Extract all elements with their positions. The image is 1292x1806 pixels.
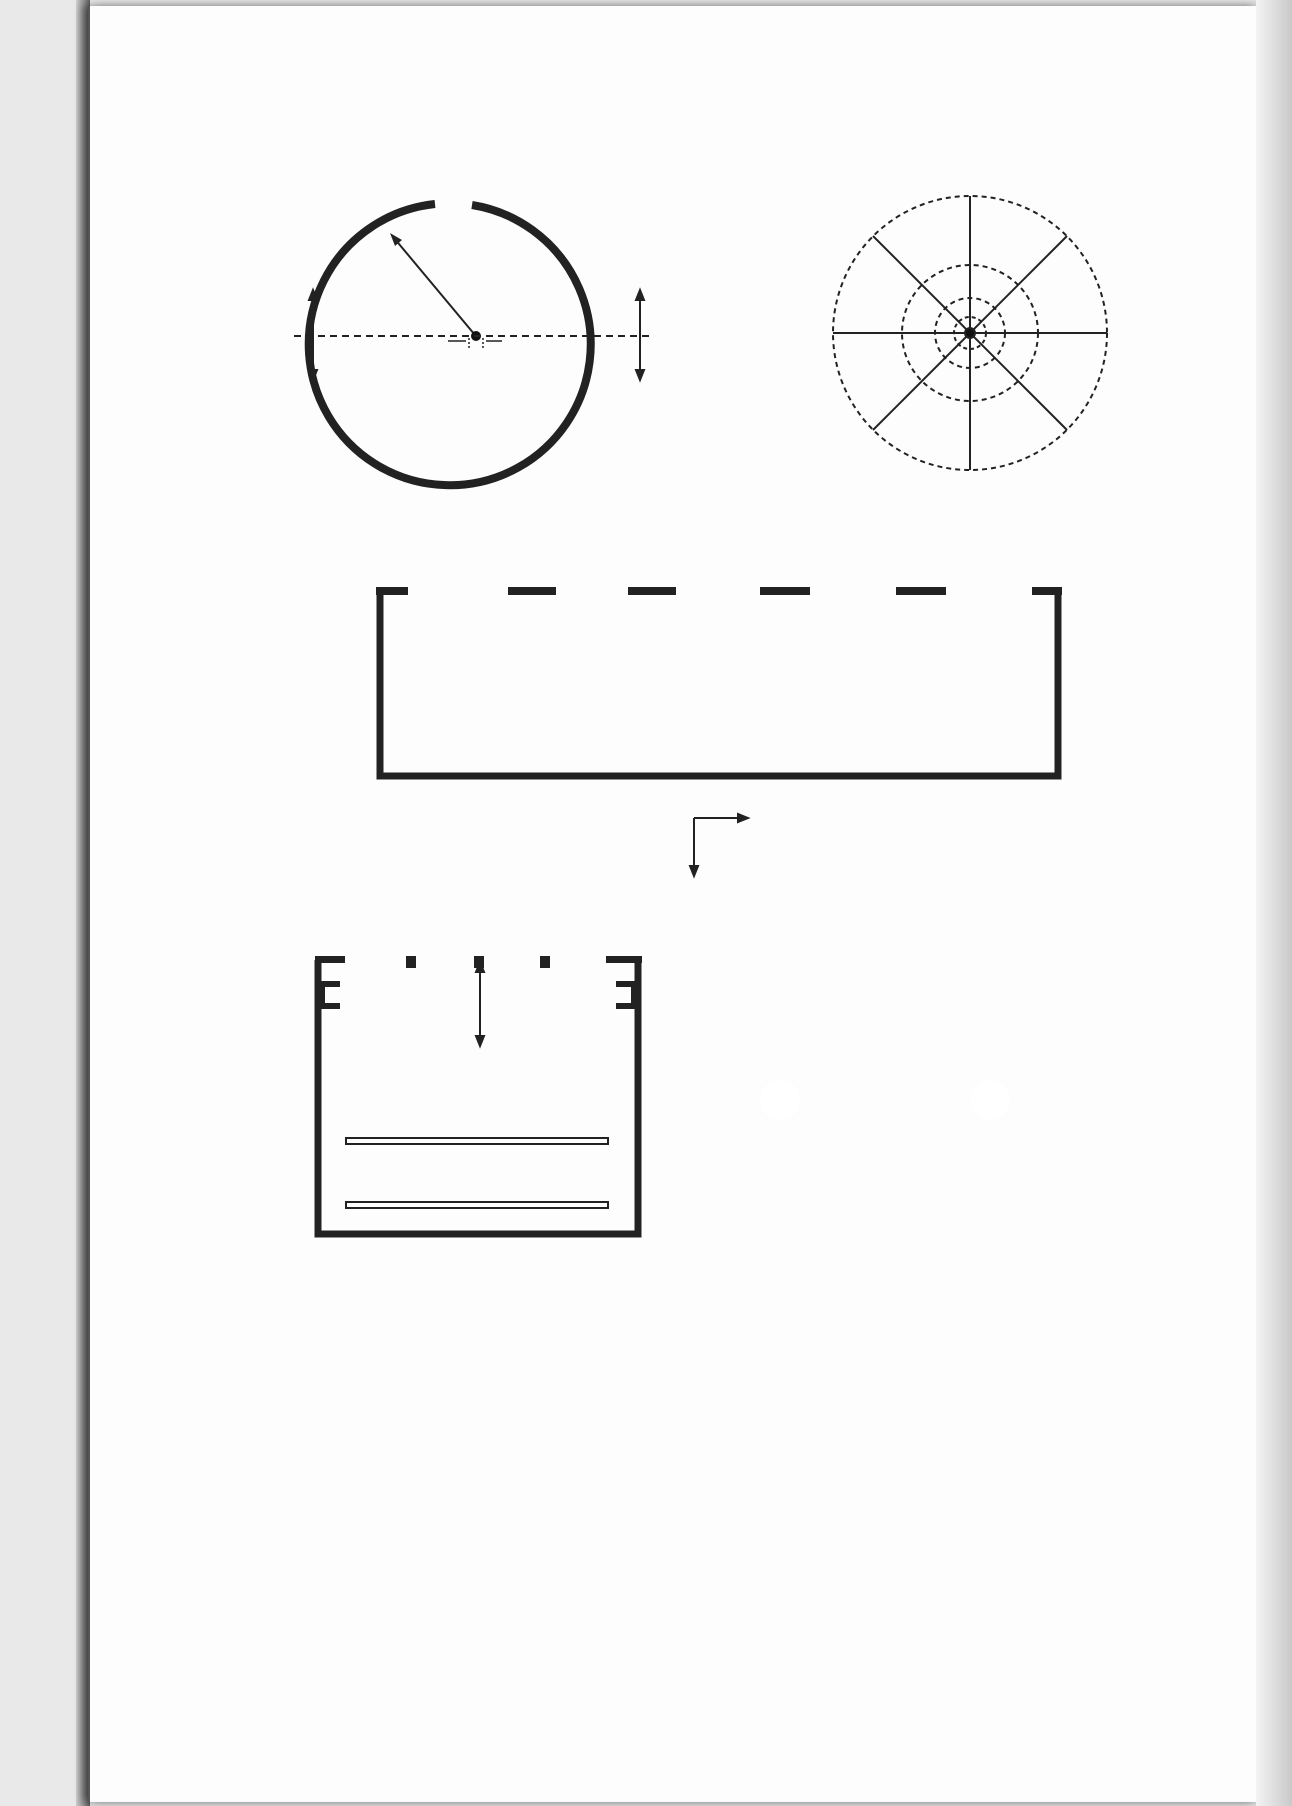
panel-b bbox=[376, 587, 1062, 876]
drift-electrodes bbox=[322, 984, 634, 1006]
panel-c bbox=[315, 956, 642, 1234]
counter-body bbox=[380, 592, 1058, 776]
anode-left bbox=[760, 1080, 800, 1120]
field-anode bbox=[965, 328, 975, 338]
panel-a-field-map bbox=[833, 196, 1107, 470]
axes bbox=[690, 814, 748, 876]
drift-distance bbox=[476, 962, 484, 1046]
radius-line bbox=[394, 238, 475, 335]
window-supports bbox=[376, 587, 1062, 595]
cathode-cylinder bbox=[309, 204, 591, 485]
anode-right bbox=[970, 1080, 1010, 1120]
aco2-plate bbox=[346, 1202, 608, 1208]
mwpc-body bbox=[318, 960, 638, 1234]
aco1-plate bbox=[346, 1138, 608, 1144]
panel-a bbox=[0, 0, 650, 485]
panel-c-field-map bbox=[760, 1080, 1010, 1120]
